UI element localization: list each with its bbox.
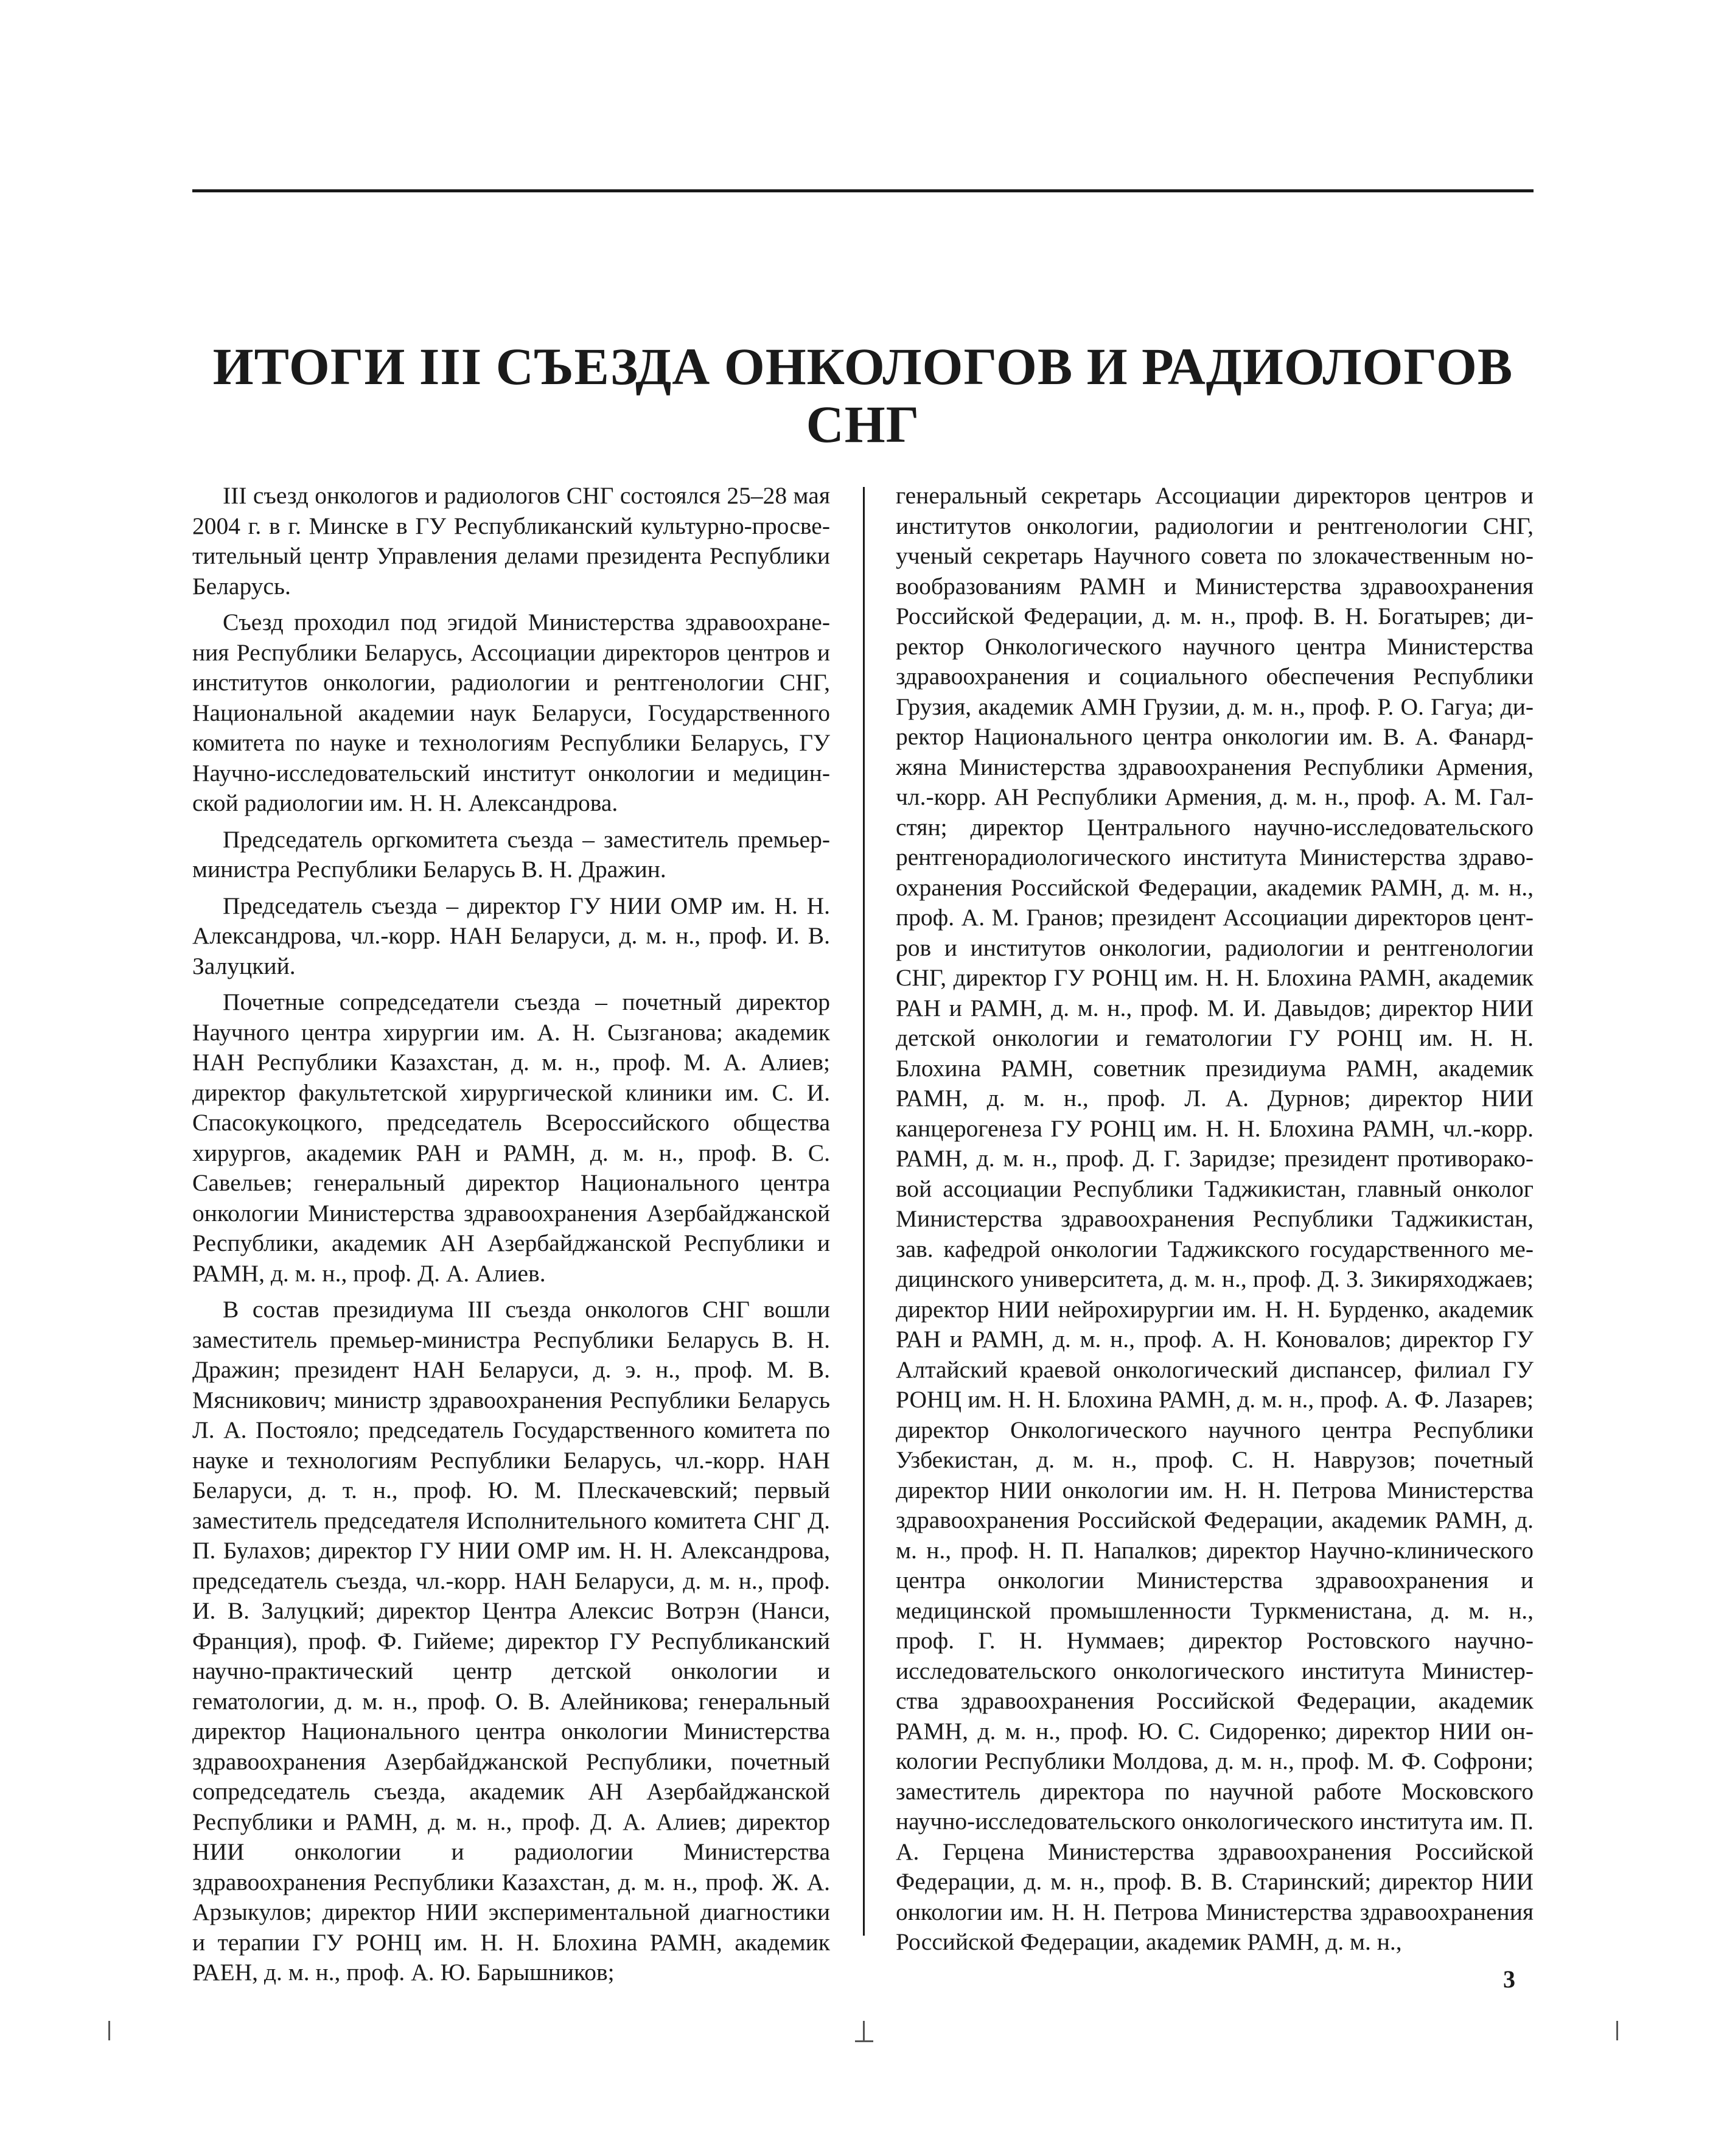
paragraph: Председатель оргкомитета съезда – заместитель премьер-министра Республики Беларусь В. Н. Дражин. [192, 825, 830, 883]
crop-mark-right [1616, 2021, 1618, 2040]
crop-mark-center-base [855, 2040, 873, 2042]
paragraph: Съезд проходил под эгидой Министерства здравоохранения Республики Беларусь, Ассоциации директоров центров и институтов онкологии, радиологии и рентгенологии СНГ, Национальной академии наук Беларуси, Государственного комитета по науке и технологиям Республики Беларусь, ГУ Научно-исследовательский институт онкологии и медицинской радиологии им. Н. Н. Александрова. [192, 609, 830, 816]
paragraph: Почетные сопредседатели съезда – почетный директор Научного центра хирургии им. А. Н. Сызганова; академик НАН Республики Казахстан, д. м. н., проф. М. А. Алиев; директор факультетской хирургической клиники им. С. И. Спасокукоцкого, председатель Всероссийского общества хирургов, академик РАН и РАМН, д. м. н., проф. В. С. Савельев; генеральный директор Национального центра онкологии Министерства здравоохранения Азербайджанской Республики, академик АН Азербайджанской Республики и РАМН, д. м. н., проф. Д. А. Алиев. [192, 989, 830, 1287]
right-column [896, 481, 1534, 1964]
paragraph: генеральный секретарь Ассоциации директоров центров и институтов онкологии, радиологии и рентгенологии СНГ, ученый секретарь Научного совета по злокачественным новообразованиям РАМН и Министерства здравоохранения Российской Федерации, д. м. н., проф. В. Н. Богатырев; директор Онкологического научного центра Министерства здравоохранения и социального обеспечения Республики Грузия, академик АМН Грузии, д. м. н., проф. Р. О. Гагуа; директор Национального центра онкологии им. В. А. Фанарджяна Министерства здравоохранения Республики Армения, чл.-корр. АН Республики Армения, д. м. н., проф. А. М. Галстян; директор Центрального научно-исследовательского рентгенорадиологического института Министерства здравоохранения Российской Федерации, академик РАМН, д. м. н., проф. А. М. Гранов; президент Ассоциации директоров центров и институтов онкологии, радиологии и рентгенологии СНГ, директор ГУ РОНЦ им. Н. Н. Блохина РАМН, академик РАН и РАМН, д. м. н., проф. М. И. Давыдов; директор НИИ детской онкологии и гематологии ГУ РОНЦ им. Н. Н. Блохина РАМН, советник президиума РАМН, академик РАМН, д. м. н., проф. Л. А. Дурнов; директор НИИ канцерогенеза ГУ РОНЦ им. Н. Н. Блохина РАМН, чл.-корр. РАМН, д. м. н., проф. Д. Г. Заридзе; президент противораковой ассоциации Республики Таджикистан, главный онколог Министерства здравоохранения Республики Таджикистан, зав. кафедрой онкологии Таджикского государственного медицинского университета, д. м. н., проф. Д. З. Зикиряходжаев; директор НИИ нейрохирургии им. Н. Н. Бурденко, академик РАН и РАМН, д. м. н., проф. А. Н. Коновалов; директор ГУ Алтайский краевой онкологический диспансер, филиал ГУ РОНЦ им. Н. Н. Блохина РАМН, д. м. н., проф. А. Ф. Лазарев; директор Онкологического научного центра Республики Узбекистан, д. м. н., проф. С. Н. Наврузов; почетный директор НИИ онкологии им. Н. Н. Петрова Министерства здравоохранения Российской Федерации, академик РАМН, д. м. н., проф. Н. П. Напалков; директор Научно-клинического центра онкологии Министерства здравоохранения и медицинской промышленности Туркменистана, д. м. н., проф. Г. Н. Нуммаев; директор Ростовского научно-исследовательского онкологического института Министерства здравоохранения Российской Федерации, академик РАМН, д. м. н., проф. Ю. С. Сидоренко; директор НИИ онкологии Республики Молдова, д. м. н., проф. М. Ф. Софрони; заместитель директора по научной работе Московского научно-исследовательского онкологического института им. П. А. Герцена Министерства здравоохранения Российской Федерации, д. м. н., проф. В. В. Старинский; директор НИИ онкологии им. Н. Н. Петрова Министерства здравоохранения Российской Федерации, академик РАМН, д. м. н., [896, 482, 1534, 1955]
crop-mark-left [108, 2021, 110, 2040]
crop-mark-center [863, 2021, 865, 2040]
top-rule [192, 189, 1534, 192]
paragraph: III съезд онкологов и радиологов СНГ состоялся 25–28 мая 2004 г. в г. Минске в ГУ Республиканский культурно-просветительный центр Управления делами президента Республики Беларусь. [192, 482, 830, 600]
paragraph: В состав президиума III съезда онкологов СНГ вошли заместитель премьер-министра Республики Беларусь В. Н. Дражин; президент НАН Беларуси, д. э. н., проф. М. В. Мясникович; министр здравоохранения Республики Беларусь Л. А. Постояло; председатель Государственного комитета по науке и технологиям Республики Беларусь, чл.-корр. НАН Беларуси, д. т. н., проф. Ю. М. Плескачевский; первый заместитель председателя Исполнительного комитета СНГ Д. П. Булахов; директор ГУ НИИ ОМР им. Н. Н. Александрова, председатель съезда, чл.-корр. НАН Беларуси, д. м. н., проф. И. В. Залуцкий; директор Центра Алексис Вотрэн (Нанси, Франция), проф. Ф. Гийеме; директор ГУ Республиканский научно-практический центр детской онкологии и гематологии, д. м. н., проф. О. В. Алейникова; генеральный директор Национального центра онкологии Министерства здравоохранения Азербайджанской Республики, почетный сопредседатель съезда, академик АН Азербайджанской Республики и РАМН, д. м. н., проф. Д. А. Алиев; директор НИИ онкологии и радиологии Министерства здравоохранения Республики Казахстан, д. м. н., проф. Ж. А. Арзыкулов; директор НИИ экспериментальной диагностики и терапии ГУ РОНЦ им. Н. Н. Блохина РАМН, академик РАЕН, д. м. н., проф. А. Ю. Барышников; [192, 1296, 830, 1986]
page-number: 3 [1503, 1965, 1515, 1993]
paragraph: Председатель съезда – директор ГУ НИИ ОМР им. Н. Н. Александрова, чл.-корр. НАН Беларуси, д. м. н., проф. И. В. Залуцкий. [192, 892, 830, 979]
left-column [192, 481, 830, 1994]
column-divider [863, 487, 865, 1936]
article-title: ИТОГИ III СЪЕЗДА ОНКОЛОГОВ И РАДИОЛОГОВ СНГ [212, 337, 1513, 453]
